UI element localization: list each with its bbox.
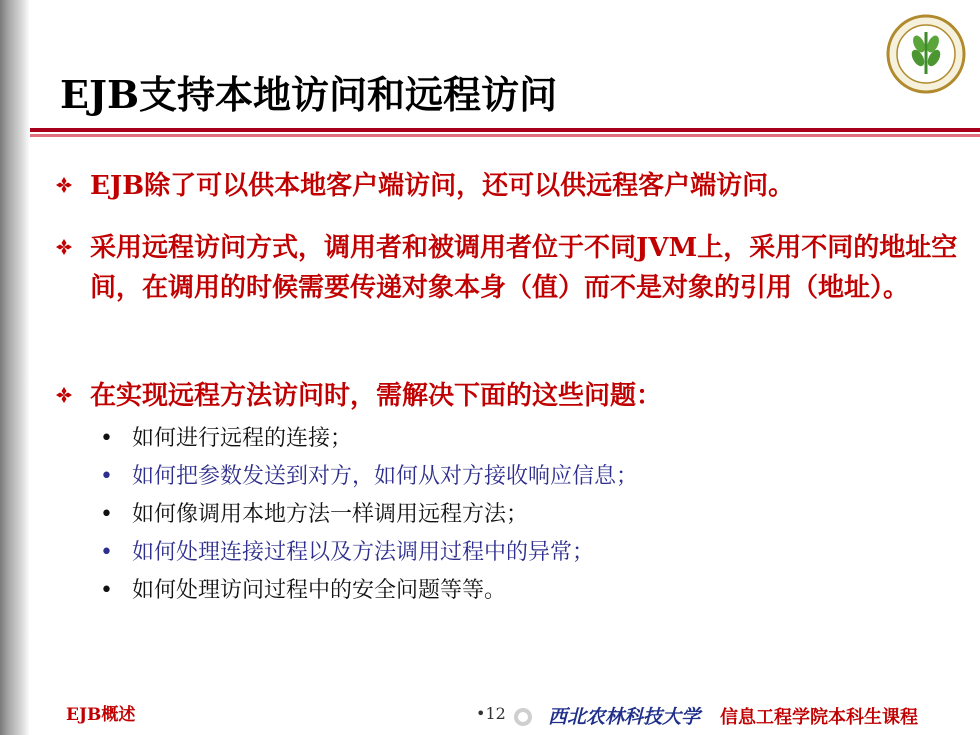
sub-bullet-text: 如何处理连接过程以及方法调用过程中的异常； xyxy=(132,540,595,565)
left-gradient-bar xyxy=(0,0,30,735)
sub-bullet-item xyxy=(100,534,860,572)
bullet-dot: • xyxy=(100,502,113,527)
bullet-item xyxy=(56,376,970,416)
sub-bullet-text: 如何进行远程的连接； xyxy=(132,426,353,451)
bullet-dot: • xyxy=(100,540,113,565)
title-rule-accent xyxy=(30,134,980,137)
bullet-dot: • xyxy=(100,578,113,603)
sub-bullet-item xyxy=(100,458,860,496)
footer-section-label: EJB概述 xyxy=(66,705,136,725)
sub-bullet-item xyxy=(100,572,860,610)
diamond-cluster-icon xyxy=(56,177,72,193)
sub-bullet-text: 如何把参数发送到对方，如何从对方接收响应信息； xyxy=(132,464,639,489)
bullet-dot: • xyxy=(100,464,113,489)
diamond-cluster-icon xyxy=(56,239,72,255)
page-number: •12 xyxy=(476,704,506,723)
bullet-text: EJB除了可以供本地客户端访问，还可以供远程客户端访问。 xyxy=(90,171,795,201)
footer-department: 信息工程学院本科生课程 xyxy=(720,707,918,728)
title-rule xyxy=(30,128,980,132)
footer-ornament-icon xyxy=(512,706,534,728)
university-logo-icon xyxy=(886,14,966,94)
bullet-dot: • xyxy=(100,426,113,451)
sub-bullet-list xyxy=(100,420,860,610)
sub-bullet-item xyxy=(100,420,860,458)
sub-bullet-text: 如何处理访问过程中的安全问题等等。 xyxy=(132,578,507,603)
footer-university-name: 西北农林科技大学 xyxy=(548,706,701,728)
bullet-item xyxy=(56,228,970,308)
sub-bullet-item xyxy=(100,496,860,534)
slide-title: EJB支持本地访问和远程访问 xyxy=(60,72,558,117)
sub-bullet-text: 如何像调用本地方法一样调用远程方法； xyxy=(132,502,529,527)
diamond-cluster-icon xyxy=(56,387,72,403)
bullet-text: 在实现远程方法访问时，需解决下面的这些问题： xyxy=(90,381,663,411)
bullet-text: 采用远程访问方式，调用者和被调用者位于不同JVM上，采用不同的地址空间，在调用的时候需要传递对象本身（值）而不是对象的引用（地址）。 xyxy=(90,233,958,303)
bullet-item xyxy=(56,166,970,206)
